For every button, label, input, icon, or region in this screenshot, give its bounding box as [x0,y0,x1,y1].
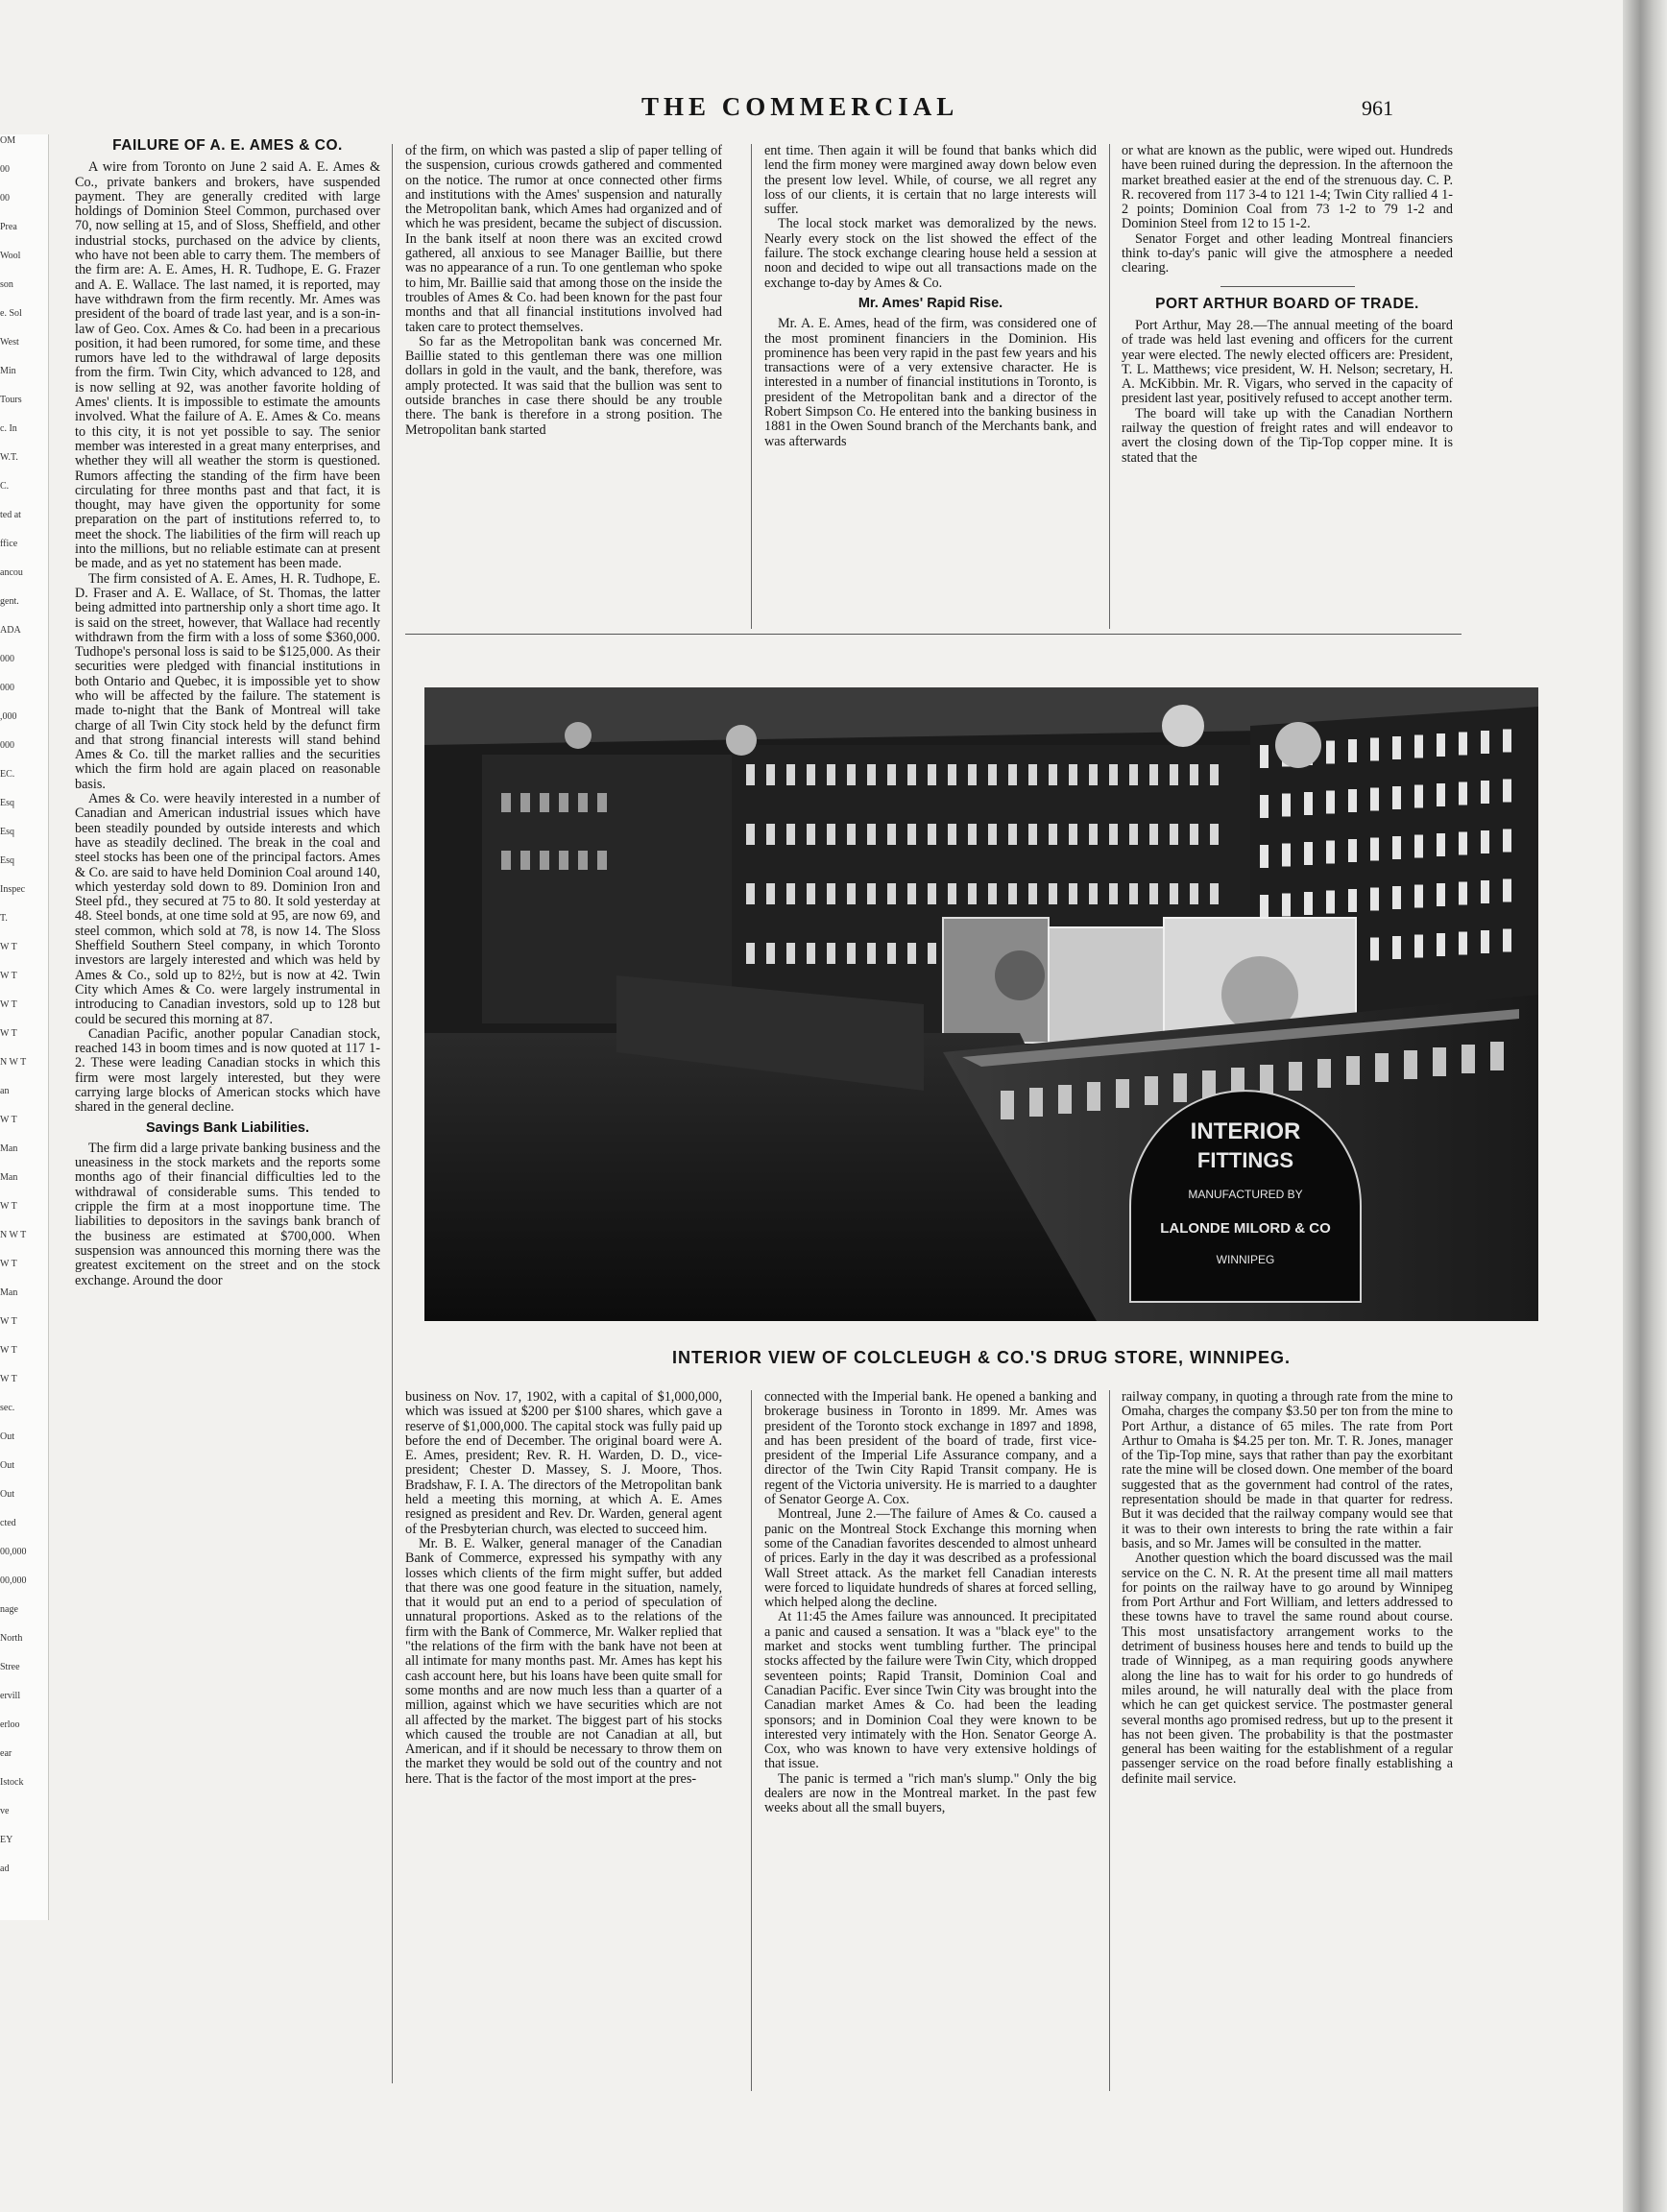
edge-fragment: ted at [0,510,21,520]
case-item [1346,1056,1360,1085]
shelf-bottle [847,824,856,845]
shelf-bottle [1459,733,1467,756]
case-item [1145,1076,1158,1105]
edge-fragment: W T [0,971,17,981]
shelf-bottle [1260,895,1268,918]
shelf-bottle [968,764,977,785]
edge-fragment: Man [0,1287,18,1298]
publication-title: THE COMMERCIAL [641,92,959,121]
shelf-bottle [1414,935,1423,958]
shelf-bottle [1392,836,1401,859]
case-item [1260,1065,1273,1094]
column-4-bottom [1122,1390,1453,2095]
shelf-bottle [1459,882,1467,905]
shelf-bottle [1481,731,1489,754]
paragraph: So far as the Metropolitan bank was concerned Mr. Baillie stated to this gentleman there was one million dollars in gold in the vault, and the bank, therefore, was amply protected. It was said that the bullion was sent to outside branches in case there should be any trouble there. The bank is therefore in a strong position. The Metropolitan bank started [405,333,722,438]
shelf-bottle [1260,745,1268,768]
edge-fragment: C. [0,481,10,492]
case-item [1462,1045,1475,1073]
edge-fragment: W T [0,942,17,952]
headline-port-arthur: PORT ARTHUR BOARD OF TRADE. [1155,295,1419,312]
sign-line-3: MANUFACTURED BY [1188,1188,1303,1201]
shelf-bottle [1481,830,1489,854]
case-item [1173,1073,1187,1102]
shelf-bottle [847,764,856,785]
paragraph: Another question which the board discussed was the mail service on the C. N. R. At the present time all mail matters for points on the railway have to go around by Winnipeg from Port Arthur and Fort William, and letters addressed to these towns have to travel the same round about course. This most unsatisfactory arrangement works to the detriment of business houses here and tends to build up the trade of Winnipeg, as a man requiring goods anywhere along the line has to wait for his order to go hundreds of miles around, he will naturally deal with the place from which he can get quickest service. The postmaster general several months ago promised redress, but up to the present it has not been given. The probability is that the postmaster general has been waiting for the establishment of a regular passenger service on the road before finally establishing a definite mail service. [1122,1551,1453,1787]
edge-fragment: erloo [0,1719,20,1730]
shelf-bottle [1129,764,1138,785]
shelf-bottle [887,943,896,964]
shelf-bottle [1304,792,1313,815]
paragraph: Senator Forget and other leading Montreal financiers think to-day's panic will give the atmosphere a needed clearing. [1122,230,1453,276]
shelf-bottle [807,824,815,845]
edge-fragment: Prea [0,222,17,232]
shelf-bottle [1260,845,1268,868]
shelf-bottle [827,764,835,785]
shelf-bottle [1049,764,1057,785]
edge-fragment: North [0,1633,23,1644]
case-item [1433,1047,1446,1076]
edge-fragment: Istock [0,1777,24,1788]
shelf-bottle [907,883,916,904]
edge-fragment: N W T [0,1230,27,1240]
paragraph: ent time. Then again it will be found that banks which did lend the firm money were margined away down below even the present low level. While, of course, we all regret any loss of our clients, it is certain that no large interests will suffer. [764,144,1097,218]
shelf-bottle [1326,841,1335,864]
shelf-bottle [827,824,835,845]
shelf-bottle [746,943,755,964]
case-item [1029,1088,1043,1117]
drug-store-photograph [424,687,1538,1321]
edge-fragment: W T [0,1259,17,1269]
edge-fragment: 000 [0,654,14,664]
paragraph: The firm did a large private banking business and the uneasiness in the stock markets and the reports some months ago of their financial difficulties led to the withdrawal of considerable sums. This tended to cripple the firm at a most inopportune time. The liabilities to depositors in the savings bank branch of the business are estimated at $700,000. When suspension was announced this morning there was the greatest excitement on the street and on the stock exchange. Around the door [75,1140,380,1288]
shelf-bottle [746,764,755,785]
shelf-bottle [1370,938,1379,961]
shelf-bottle [928,764,936,785]
edge-fragment: an [0,1086,10,1096]
shelf-bottle [1348,789,1357,812]
edge-fragment: EY [0,1835,13,1845]
case-item [1058,1085,1072,1114]
edge-fragment: 000 [0,740,14,751]
shelf-bottle [1503,929,1511,952]
shelf-bottle [1129,824,1138,845]
paragraph: A wire from Toronto on June 2 said A. E. Ames & Co., private bankers and brokers, have suspended payment. They are generally credited with large holdings of Dominion Steel Common, purchased over 70, now selling at 15, and of Sloss, Sheffield, and other industrial stocks, purchased on the advice by clients, who have not been able to carry them. The members of the firm are: A. E. Ames, H. R. Tudhope, E. G. Frazer and A. E. Wallace. The last named, it is reported, may have withdrawn from the firm recently. Mr. Ames was president of the board of trade last year, and is a son-in-law of Geo. Cox. Ames & Co. had been in a precarious position, it had been rumored, for some time, and these rumors have led to the withdrawal of large deposits from the firm. Twin City, which advanced to 128, and is now selling at 92, was another favorite holding of Ames' clients. It is impossible to estimate the amounts involved. What the failure of A. E. Ames & Co. means to this city, it is not yet possible to say. The senior member was interested in a great many enterprises, and whether they will all weather the storm is questioned. Rumors affecting the standing of the firm have been circulating for three months past and that fact, it is thought, may have given the opportunity for some preparation on the part of institutions referred to, to meet the shock. The liabilities of the firm will reach up into the millions, but no reliable estimate can at present be made, and as yet no statement has been made. [75,159,380,572]
edge-fragment: OM [0,135,16,146]
edge-fragment: Out [0,1489,14,1500]
edge-fragment: ervill [0,1691,21,1701]
shelf-bottle [1392,936,1401,959]
edge-fragment: W T [0,1316,17,1327]
shelf-bottle [1414,835,1423,858]
case-item [1087,1082,1100,1111]
shelf-bottle [1481,781,1489,804]
case-item [1317,1059,1331,1088]
edge-fragment: Out [0,1460,14,1471]
shelf-bottle [1028,824,1037,845]
shelf-bottle [887,824,896,845]
shelf-bottle [1089,824,1098,845]
shelf-bottle [1459,932,1467,955]
shelf-bottle [1370,838,1379,861]
edge-fragment: son [0,279,13,290]
edge-fragment: 00 [0,164,10,175]
shelf-bottle [1348,739,1357,762]
sign-line-5: WINNIPEG [1216,1253,1275,1266]
shelf-bottle [1414,885,1423,908]
shelf-bottle [1149,764,1158,785]
edge-fragment: W T [0,1201,17,1212]
shelf-bottle [786,824,795,845]
shelf-bottle [948,883,956,904]
case-item [1001,1091,1014,1119]
shelf-bottle [1437,883,1445,906]
shelf-bottle [847,943,856,964]
shelf-bottle [1028,883,1037,904]
paragraph: Mr. B. E. Walker, general manager of the Canadian Bank of Commerce, expressed his sympathy with any losses which clients of the firm might suffer, but added that there was one good feature in the situation, namely, that it would put an end to a period of speculation of unnatural proportions. Asked as to the relations of the firm with the Bank of Commerce, Mr. Walker replied that "the relations of the firm with the bank have not been at all intimate for many months past. Mr. Ames has kept his cash account here, but his loans have been quite small for some months and are now much less than a quarter of a million, against which we have securities which are not all affected by the market. The biggest part of his stocks which caused the trouble are not Canadian at all, but American, and if it should be necessary to throw them on the market they would be sold out of the country and not here. That is the factor of the most import at the pres- [405,1535,722,1787]
shelf-bottle [1282,844,1291,867]
shelf-bottle [1210,824,1219,845]
shelf-bottle [1190,883,1198,904]
shelf-bottle [1503,830,1511,853]
shelf-bottle [1326,891,1335,914]
shelf-bottle [1129,883,1138,904]
paragraph: Ames & Co. were heavily interested in a number of Canadian and American industrial issues which have been steadily pounded by outside interests and which have as steadily declined. The break in the coal and steel stocks has been one of the principal factors. Ames & Co. are said to have held Dominion Coal around 140, which yesterday sold down to 89. Dominion Iron and Steel pfd., they secured at 75 to 80. It sold yesterday at 48. Steel bonds, at one time sold at 95, are now 69, and steel common, which sold at 78, is now 14. The Sloss Sheffield Southern Steel company, in which Toronto investors are largely interested and which was held by Ames & Co., sold up to 82½, but is now at 42. Twin City which Ames & Co. were largely instrumental in introducing to Canadian investors, sold up to 128 but could be secured this morning at 87. [75,791,380,1027]
case-item [1375,1053,1389,1082]
case-item [1116,1079,1129,1108]
shelf-bottle [1414,735,1423,758]
column-rule [392,144,393,2083]
edge-fragment: T. [0,913,8,924]
edge-fragment: cted [0,1518,16,1528]
adjacent-page-edge [0,134,49,1920]
shelf-bottle [1348,889,1357,912]
shelf-bottle [948,824,956,845]
shelf-bottle [1089,883,1098,904]
shelf-bottle [1370,738,1379,761]
shelf-bottle [746,824,755,845]
paragraph: The board will take up with the Canadian Northern railway the question of freight rates and will endeavor to avert the closing down of the Tip-Top copper mine. It is stated that the [1122,405,1453,466]
shelf-bottle [807,943,815,964]
paragraph: connected with the Imperial bank. He opened a banking and brokerage business in Toronto in 1899. Mr. Ames was president of the Toronto stock exchange in 1897 and 1898, and has been president of the board of trade, first vice-president of the Imperial Life Assurance company, and a director of the Twin City Rapid Transit company. He is regent of the Victoria university. He is married to a daughter of Senator George A. Cox. [764,1390,1097,1508]
shelf-bottle [1392,736,1401,759]
shelf-bottle [847,883,856,904]
article-divider [1220,286,1355,287]
shelf-bottle [1210,764,1219,785]
column-2-top [405,144,722,622]
edge-fragment: N W T [0,1057,27,1068]
shelf-bottle [1459,832,1467,855]
shelf-bottle [827,943,835,964]
photo-caption: INTERIOR VIEW OF COLCLEUGH & CO.'S DRUG STORE, WINNIPEG. [672,1348,1291,1367]
column-1 [75,136,380,2095]
edge-fragment: W T [0,1115,17,1125]
shelf-bottle [1260,795,1268,818]
shelf-bottle [1304,842,1313,865]
paragraph: of the firm, on which was pasted a slip of paper telling of the suspension, curious crowds gathered and commented on the notice. The rumor at once connected other firms and institutions with the Ames' suspension and naturally the Metropolitan bank, which Ames had organized and of which he was president, became the subject of discussion. In the bank itself at noon there was an excited crowd gathered, all anxious to see Manager Baillie, but there was no appearance of a run. To one gentleman who spoke to him, Mr. Baillie said that among those on the inside the troubles of Ames & Co. had been known for the past four months and that all financial institutions involved had taken care to protect themselves. [405,144,722,335]
shelf-bottle [887,883,896,904]
edge-fragment: Out [0,1431,14,1442]
shelf-bottle [1437,783,1445,806]
shelf-bottle [1210,883,1219,904]
edge-fragment: e. Sol [0,308,22,319]
photo-illustration [424,687,1538,1321]
case-item [1404,1050,1417,1079]
subheading-savings-bank: Savings Bank Liabilities. [145,1119,310,1136]
column-3-top [764,144,1097,624]
edge-fragment: Inspec [0,884,26,895]
shelf-bottle [1109,883,1118,904]
edge-fragment: Min [0,366,16,376]
shelf-bottle [887,764,896,785]
edge-fragment: W T [0,1028,17,1039]
edge-fragment: ve [0,1806,10,1816]
shelf-bottle [1503,730,1511,753]
shelf-bottle [1049,883,1057,904]
shelf-bottle [1392,886,1401,909]
shelf-bottle [1069,824,1077,845]
shelf-bottle [1481,930,1489,953]
paragraph: or what are known as the public, were wiped out. Hundreds have been ruined during the depression. In the afternoon the market breathed easier at the end of the strenuous day. C. P. R. recovered from 117 3-4 to 121 1-4; Twin City rallied 4 1-2 points; Dominion Coal from 73 1-2 to 79 1-2 and Dominion Steel from 12 to 15 1-2. [1122,144,1453,232]
shelf-bottle [1326,791,1335,814]
edge-fragment: W T [0,1374,17,1384]
shelf-bottle [1170,764,1178,785]
shelf-bottle [1392,786,1401,809]
column-rule [1109,1390,1110,2091]
paragraph: Montreal, June 2.—The failure of Ames & Co. caused a panic on the Montreal Stock Exchange this morning when some of the Canadian favorites descended to almost unheard of prices. Early in the day it was described as a professional Wall Street attack. As the market fell Canadian interests were forced to liquidate hundreds of shares at forced selling, which helped along the decline. [764,1506,1097,1611]
shelf-bottle [928,883,936,904]
sign-line-1: INTERIOR [1190,1118,1301,1144]
shelf-bottle [948,764,956,785]
edge-fragment: 00,000 [0,1547,27,1557]
edge-fragment: gent. [0,596,19,607]
case-item [1490,1042,1504,1070]
column-rule [751,144,752,629]
edge-fragment: Tours [0,395,22,405]
paragraph: Port Arthur, May 28.—The annual meeting of the board of trade was held last evening and officers for the current year were elected. The newly elected officers are: President, T. L. Matthews; vice president, W. H. Nelson; secretary, H. A. McKibbin. Mr. R. Vigars, who served in the capacity of president last year, positively refused to accept another term. [1122,317,1453,407]
shelf-bottle [1437,733,1445,757]
shelf-bottle [1069,764,1077,785]
edge-fragment: ,000 [0,711,17,722]
shelf-bottle [1149,883,1158,904]
shelf-bottle [1370,788,1379,811]
shelf-bottle [968,883,977,904]
shelf-bottle [786,943,795,964]
edge-fragment: W T [0,1345,17,1356]
shelf-bottle [1049,824,1057,845]
shelf-bottle [766,943,775,964]
edge-fragment: W T [0,999,17,1010]
column-rule [751,1390,752,2091]
shelf-bottle [1109,824,1118,845]
shelf-bottle [968,824,977,845]
edge-fragment: W.T. [0,452,18,463]
shelf-bottle [1170,824,1178,845]
shelf-bottle [1109,764,1118,785]
paragraph: railway company, in quoting a through rate from the mine to Omaha, charges the company $3.50 per ton from the mine to Port Arthur, a distance of 65 miles. The rate from Port Arthur to Omaha is $4.25 per ton. Mr. T. R. Jones, manager of the Tip-Top mine, says that rather than pay the exorbitant rate the mine will be closed down. One member of the board suggested that as the government had control of the rates, representation should be made in that quarter for redress. But it was decided that the railway company would see that it was to their own interests to bring the rate within a fair basis, and so Mr. James will be consulted in the matter. [1122,1390,1453,1551]
edge-fragment: 00 [0,193,10,204]
paragraph: Mr. A. E. Ames, head of the firm, was considered one of the most prominent financiers in the Dominion. His prominence has been very rapid in the past few years and his transactions were of a very extensive character. He is interested in a number of financial institutions in Toronto, is president of the Metropolitan bank and a director of the Robert Simpson Co. He entered into the banking business in 1881 in the Owen Sound branch of the Merchants bank, and was afterwards [764,316,1097,449]
shelf-bottle [867,824,876,845]
shelf-bottle [1282,894,1291,917]
column-3-bottom [764,1390,1097,2095]
edge-fragment: Man [0,1172,18,1183]
shelf-bottle [1503,879,1511,902]
edge-fragment: Esq [0,855,14,866]
shelf-bottle [1348,839,1357,862]
shelf-bottle [1089,764,1098,785]
edge-fragment: 00,000 [0,1575,27,1586]
column-2-bottom [405,1390,722,2095]
shelf-bottle [1503,780,1511,803]
edge-fragment: sec. [0,1403,15,1413]
edge-fragment: c. In [0,423,17,434]
edge-fragment: ancou [0,567,23,578]
edge-fragment: Wool [0,251,21,261]
shelf-bottle [766,824,775,845]
shelf-bottle [1437,933,1445,956]
sign-line-2: FITTINGS [1196,1148,1294,1172]
shelf-bottle [1069,883,1077,904]
paragraph: Canadian Pacific, another popular Canadian stock, reached 143 in boom times and is now quoted at 117 1-2. These were leading Canadian stocks in which this firm were most largely interested, but they were carrying large blocks of American stocks which have shared in the general decline. [75,1025,380,1116]
paragraph: business on Nov. 17, 1902, with a capital of $1,000,000, which was issued at $200 per $100 shares, which gave a reserve of $1,000,000. The capital stock was fully paid up before the end of December. The original board were A. E. Ames, president; Rev. R. H. Warden, D. D., vice-president; Chester D. Massey, S. J. Moore, Thos. Bradshaw, F. I. A. The directors of the Metropolitan bank held a meeting this morning, at which A. E. Ames resigned as president and Rev. Dr. Warden, general agent of the Presbyterian church, was elected to succeed him. [405,1390,722,1537]
shelf-bottle [1304,892,1313,915]
shelf-bottle [1008,824,1017,845]
edge-fragment: Man [0,1143,18,1154]
edge-fragment: Esq [0,798,14,808]
edge-fragment: Stree [0,1662,20,1672]
shelf-bottle [907,764,916,785]
shelf-bottle [1481,880,1489,903]
column-4-top [1122,144,1453,624]
shelf-bottle [807,764,815,785]
shelf-bottle [1149,824,1158,845]
shelf-bottle [1459,782,1467,805]
section-rule [405,634,1462,635]
page-number: 961 [1362,96,1393,120]
page-header [0,92,1667,131]
shelf-bottle [907,943,916,964]
shelf-bottle [1414,785,1423,808]
shelf-bottle [988,883,997,904]
shelf-bottle [827,883,835,904]
shelf-bottle [928,943,936,964]
edge-fragment: EC. [0,769,15,780]
interior-fittings-sign [1130,1091,1361,1302]
edge-fragment: Esq [0,827,14,837]
shelf-bottle [1028,764,1037,785]
shelf-bottle [907,824,916,845]
paragraph: The panic is termed a "rich man's slump." Only the big dealers are now in the Montreal market. In the past few weeks about all the small buyers, [764,1770,1097,1816]
subheading-ames-rise: Mr. Ames' Rapid Rise. [858,295,1003,311]
shelf-bottle [1370,888,1379,911]
shelf-bottle [1190,764,1198,785]
shelf-bottle [1008,764,1017,785]
paragraph: The local stock market was demoralized by the news. Nearly every stock on the list showed the effect of the failure. The stock exchange clearing house held a session at noon and decided to wipe out all transactions made on the exchange to-day by Ames & Co. [764,216,1097,291]
edge-fragment: ear [0,1748,12,1759]
edge-fragment: West [0,337,19,348]
shelf-bottle [1282,794,1291,817]
shelf-bottle [1437,833,1445,856]
shelf-bottle [1190,824,1198,845]
sign-line-4: LALONDE MILORD & CO [1160,1220,1331,1237]
shelf-bottle [1008,883,1017,904]
headline-ames-failure: FAILURE OF A. E. AMES & CO. [112,137,343,154]
edge-fragment: ADA [0,625,21,636]
shelf-bottle [1326,741,1335,764]
column-rule [1109,144,1110,629]
edge-fragment: ffice [0,539,18,549]
shelf-bottle [867,764,876,785]
shelf-bottle [766,764,775,785]
shelf-bottle [786,764,795,785]
paragraph: The firm consisted of A. E. Ames, H. R. Tudhope, E. D. Fraser and A. E. Wallace, of St. Thomas, the latter being admitted into partnership only a short time ago. It is said on the street, however, that Wallace had recently withdrawn from the firm with a loss of some $360,000. Tudhope's personal loss is said to be $125,000. As their securities were pledged with financial institutions in both Ontario and Quebec, it is impossible yet to show who will be affected by the failure. The statement is made to-night that the Bank of Montreal will take charge of all Twin City stock held by the defunct firm and that strong financial interests will stand behind Ames & Co. till the market rallies and the securities which the firm hold are again placed on reasonable basis. [75,570,380,792]
edge-fragment: 000 [0,683,14,693]
shelf-bottle [928,824,936,845]
shelf-bottle [867,943,876,964]
shelf-bottle [807,883,815,904]
shelf-bottle [988,764,997,785]
edge-fragment: nage [0,1604,18,1615]
shelf-bottle [1170,883,1178,904]
binding-shadow [1623,0,1667,2212]
edge-fragment: ad [0,1863,10,1874]
case-item [1289,1062,1302,1091]
shelf-bottle [766,883,775,904]
shelf-bottle [786,883,795,904]
shelf-bottle [988,824,997,845]
shelf-bottle [867,883,876,904]
paragraph: At 11:45 the Ames failure was announced. It precipitated a panic and caused a sensation. It was a "black eye" to the market and stocks went tumbling further. The principal stocks affected by the failure were Twin City, which dropped seventeen points; Rapid Transit, Dominion Coal and Canadian Pacific. Ever since Twin City was brought into the Canadian market Ames & Co. had been the leading sponsors; and in Dominion Coal they were known to be interested very intimately with the Hon. Senator George A. Cox, who was known to have very extensive holdings of that issue. [764,1609,1097,1772]
shelf-bottle [746,883,755,904]
